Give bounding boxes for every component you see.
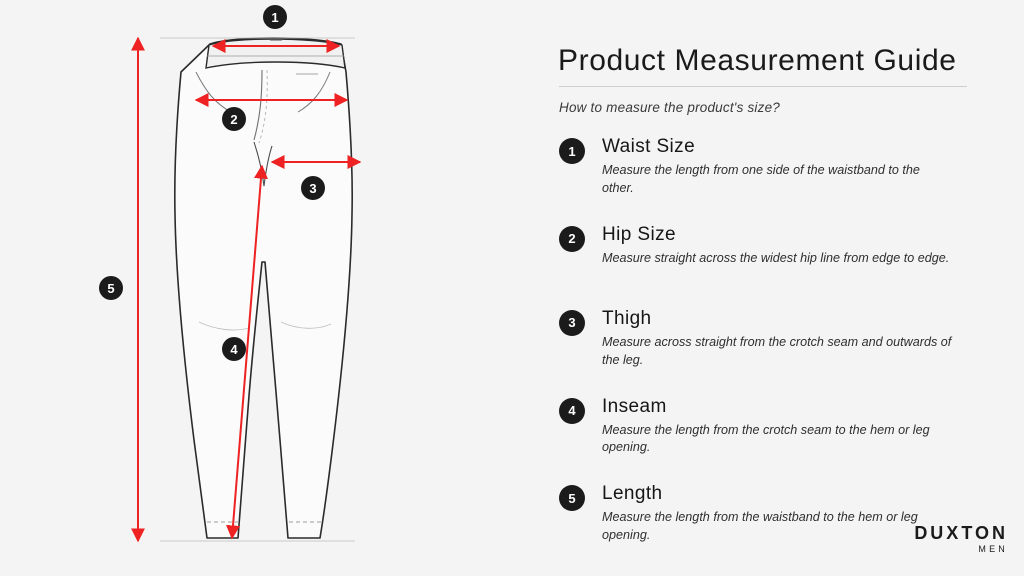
step-thigh [556,308,1024,370]
marker-4-label: 4 [230,342,238,357]
step-3-title: Thigh [602,307,652,329]
step-5-badge: 5 [559,485,585,511]
page-title: Product Measurement Guide [558,44,957,77]
marker-1 [263,5,287,29]
marker-5-label: 5 [107,281,115,296]
brand-logo [914,524,1008,554]
step-4-title: Inseam [602,395,667,417]
pants-outline [175,38,352,538]
step-3-description: Measure across straight from the crotch seam and outwards of the leg. [602,334,952,367]
step-waist-size [556,136,1024,198]
step-4-badge: 4 [559,398,585,424]
step-2-description: Measure straight across the widest hip line from edge to edge. [602,250,950,265]
page-subtitle: How to measure the product's size? [559,100,780,115]
step-5-title: Length [602,483,663,505]
marker-1-label: 1 [271,10,279,25]
step-inseam [556,396,1024,458]
step-2-title: Hip Size [602,223,676,245]
guide-panel [556,0,1024,576]
title-divider [559,86,967,87]
marker-2-label: 2 [230,112,238,127]
step-hip-size [556,224,1024,282]
step-2-badge: 2 [559,226,585,252]
marker-3-label: 3 [309,181,317,196]
marker-4 [222,337,246,361]
marker-3 [301,176,325,200]
step-5-description: Measure the length from the waistband to the hem or leg opening. [602,510,918,543]
marker-5 [99,276,123,300]
step-3-badge: 3 [559,310,585,336]
brand-subtitle: MEN [978,544,1008,554]
step-1-description: Measure the length from one side of the waistband to the other. [602,163,920,195]
step-4-description: Measure the length from the crotch seam to the hem or leg opening. [602,422,930,455]
steps-list [556,136,1024,571]
step-1-title: Waist Size [602,136,696,157]
step-1-badge: 1 [559,138,585,164]
marker-2 [222,107,246,131]
brand-name: DUXTON [914,523,1008,543]
